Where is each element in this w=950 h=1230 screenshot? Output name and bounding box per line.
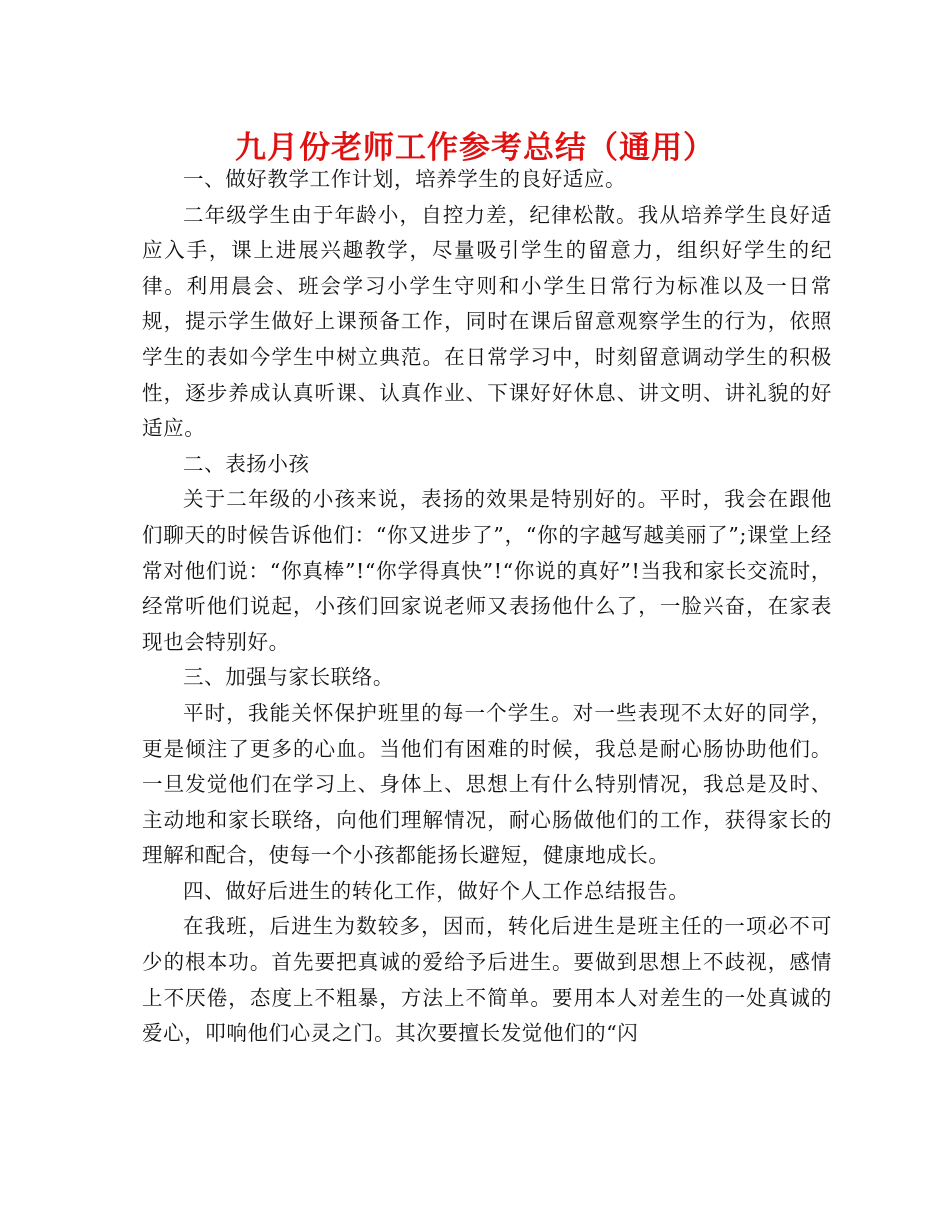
- document-body: [142, 162, 832, 1052]
- paragraph-heading-3: 三、加强与家长联络。: [183, 665, 394, 690]
- paragraph: 在我班，后进生为数较多，因而，转化后进生是班主任的一项必不可少的根本功。首先要把真诚的爱给予后进生。要做到思想上不歧视，感情上不厌倦，态度上不粗暴，方法上不简单。要用本人对差生的一处真诚的爱心，叩响他们心灵之门。其次要擅长发觉他们的“闪: [142, 914, 832, 1046]
- paragraph-heading-2: 二、表扬小孩: [183, 451, 310, 476]
- paragraph-heading-1: 一、做好教学工作计划，培养学生的良好适应。: [183, 167, 627, 191]
- paragraph: 关于二年级的小孩来说，表扬的效果是特别好的。平时，我会在跟他们聊天的时候告诉他们：“你又进步了”，“你的字越写越美丽了”;课堂上经常对他们说：“你真棒”!“你学得真快”!“你说的真好”!当我和家长交流时，经常听他们说起，小孩们回家说老师又表扬他什么了，一脸兴奋，在家表现也会特别好。: [142, 487, 832, 654]
- paragraph: 二年级学生由于年龄小，自控力差，纪律松散。我从培养学生良好适应入手，课上进展兴趣教学，尽量吸引学生的留意力，组织好学生的纪律。利用晨会、班会学习小学生守则和小学生日常行为标准以及一日常规，提示学生做好上课预备工作，同时在课后留意观察学生的行为，依照学生的表如今学生中树立典范。在日常学习中，时刻留意调动学生的积极性，逐步养成认真听课、认真作业、下课好好休息、讲文明、讲礼貌的好适应。: [142, 202, 832, 441]
- paragraph: 平时，我能关怀保护班里的每一个学生。对一些表现不太好的同学，更是倾注了更多的心血。当他们有困难的时候，我总是耐心肠协助他们。一旦发觉他们在学习上、身体上、思想上有什么特别情况，我总是及时、主动地和家长联络，向他们理解情况，耐心肠做他们的工作，获得家长的理解和配合，使每一个小孩都能扬长避短，健康地成长。: [142, 700, 832, 868]
- paragraph-heading-4: 四、做好后进生的转化工作，做好个人工作总结报告。: [183, 878, 690, 903]
- document-title: 九月份老师工作参考总结（通用）: [235, 130, 715, 166]
